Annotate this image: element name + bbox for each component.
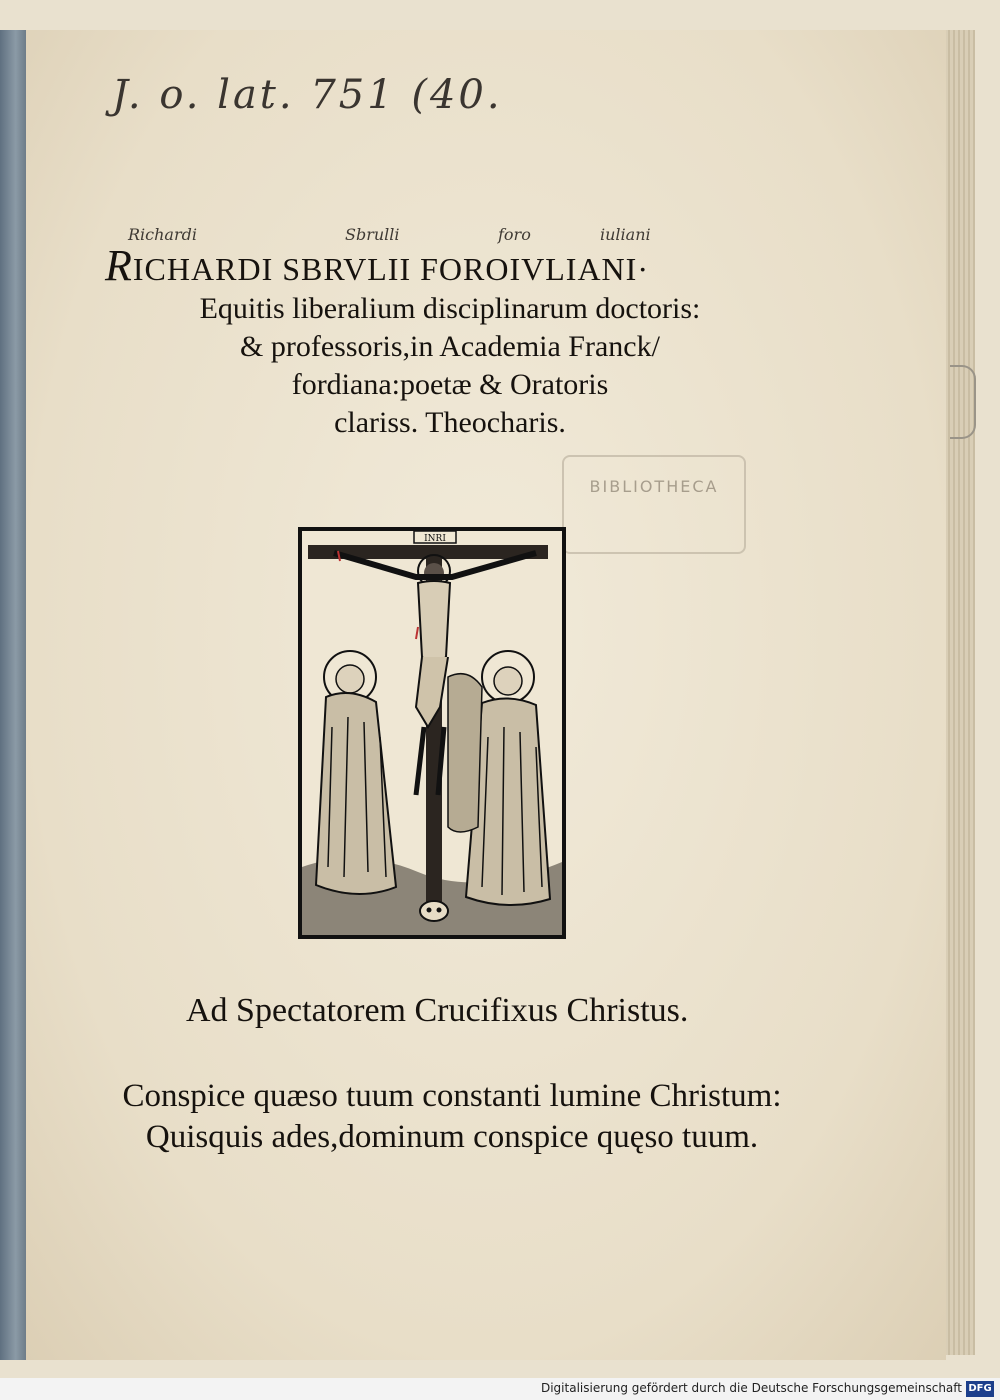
dfg-logo-icon: DFG bbox=[966, 1381, 994, 1397]
library-stamp bbox=[562, 455, 746, 554]
manuscript-note: foro bbox=[498, 225, 531, 244]
title-author-line bbox=[105, 241, 810, 290]
funding-credit: Digitalisierung gefördert durch die Deutsche Forschungsgemeinschaft bbox=[540, 1381, 962, 1395]
verse-line: Quisquis ades,dominum conspice quęso tuum. bbox=[145, 1119, 759, 1155]
cross-inscription: INRI bbox=[424, 534, 446, 544]
verse-line: Conspice quæso tuum constanti lumine Christum: bbox=[122, 1078, 782, 1114]
woodcut-caption: Ad Spectatorem Crucifixus Christus. bbox=[186, 992, 689, 1029]
book-cover-edge bbox=[0, 30, 26, 1360]
bookmark-ribbon bbox=[950, 365, 976, 439]
title-line: clariss. Theocharis. bbox=[334, 406, 566, 439]
manuscript-note: Sbrulli bbox=[345, 225, 400, 244]
title-line: fordiana:poetæ & Oratoris bbox=[291, 368, 609, 401]
stamp-text: BIBLIOTHECA bbox=[589, 477, 719, 496]
title-line: & professoris,in Academia Franck/ bbox=[240, 330, 660, 363]
verse-block bbox=[102, 1076, 802, 1158]
handwritten-shelfmark: J. o. lat. 751 (40. bbox=[112, 72, 503, 118]
manuscript-note: iuliani bbox=[600, 225, 651, 244]
initial-letter: R bbox=[105, 241, 133, 290]
crucifixion-woodcut bbox=[298, 527, 566, 939]
digitization-footer bbox=[0, 1378, 1000, 1400]
title-line: Equitis liberalium disciplinarum doctoris: bbox=[199, 292, 701, 325]
author-name: ICHARDI SBRVLII FOROIVLIANI· bbox=[132, 251, 649, 287]
manuscript-note: Richardi bbox=[128, 225, 197, 244]
title-block bbox=[90, 241, 810, 442]
